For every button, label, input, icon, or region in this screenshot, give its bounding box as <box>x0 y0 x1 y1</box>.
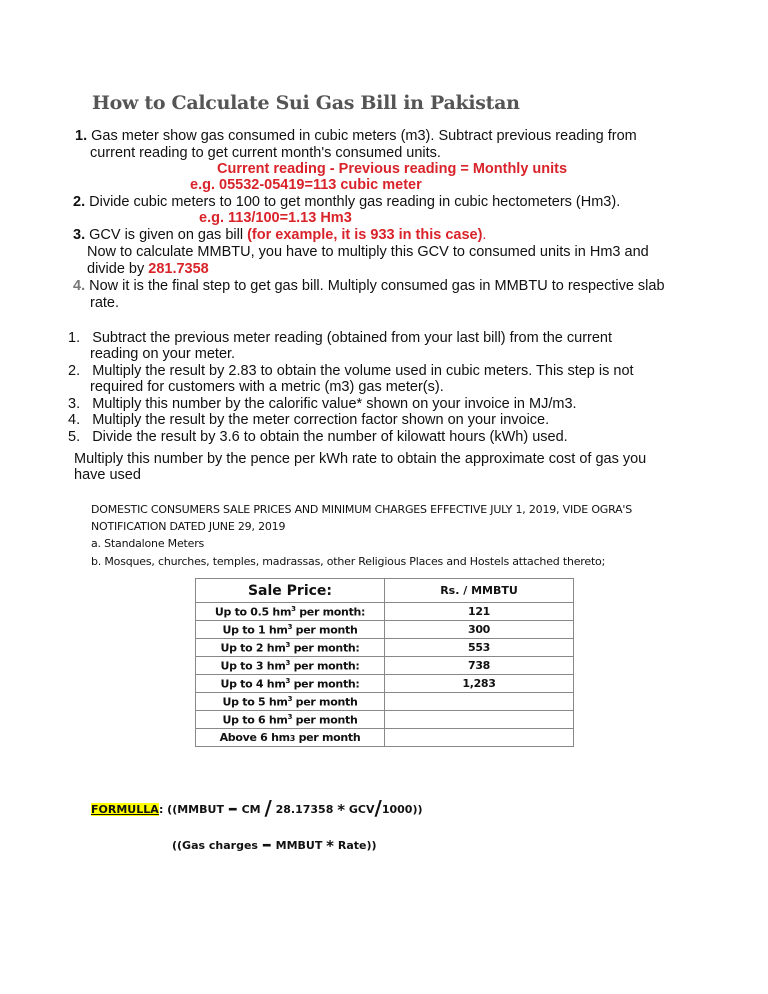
formula-part: Rate)) <box>334 839 377 852</box>
slab-price: 738 <box>385 657 574 675</box>
formula-part: MMBUT <box>271 839 327 852</box>
slab-label <box>196 693 385 711</box>
list-item <box>68 412 549 429</box>
slab-text: Up to 1 hm <box>222 623 288 637</box>
slab-text: Above 6 hm <box>219 731 290 744</box>
step-text: current reading to get current month's consumed units. <box>90 145 441 161</box>
list-item <box>68 429 568 446</box>
formula-line-1 <box>91 796 423 820</box>
slab-price <box>385 729 574 747</box>
step-text: Now to calculate MMBTU, you have to multiply this GCV to consumed units in Hm3 and <box>87 244 649 260</box>
unit-sup: 3 <box>285 676 291 685</box>
slab-label <box>196 657 385 675</box>
unit-sup: 3 <box>285 640 291 649</box>
list-text: required for customers with a metric (m3) gas meter(s). <box>90 379 444 395</box>
slab-label <box>196 639 385 657</box>
slash-sign: / <box>374 796 382 820</box>
slab-text: Up to 4 hm <box>220 677 286 691</box>
notice-text: NOTIFICATION DATED JUNE 29, 2019 <box>91 520 286 533</box>
table-row <box>196 675 574 693</box>
page-title: How to Calculate Sui Gas Bill in Pakistan <box>92 92 520 114</box>
table-row <box>196 693 574 711</box>
slab-text: Up to 3 hm <box>220 659 286 673</box>
unit-sup: 3 <box>287 622 293 631</box>
slab-label <box>196 729 385 747</box>
unit-sup: 3 <box>287 712 293 721</box>
list-text: Multiply the result by 2.83 to obtain the volume used in cubic meters. This step is not <box>92 363 634 379</box>
step-text: Divide cubic meters to 100 to get monthly gas reading in cubic hectometers (Hm3). <box>89 194 621 210</box>
step-text <box>87 261 209 278</box>
list-number: 5. <box>68 429 81 445</box>
header-rate: Rs. / MMBTU <box>385 579 574 603</box>
slab-text: per month: <box>290 659 360 673</box>
list-text: reading on your meter. <box>90 346 236 362</box>
slab-text: Up to 2 hm <box>220 641 286 655</box>
slab-price <box>385 693 574 711</box>
minus-sign: – <box>261 832 272 856</box>
slab-text: Up to 5 hm <box>222 695 288 709</box>
slab-text: per month <box>292 623 358 637</box>
slab-label <box>196 675 385 693</box>
times-sign: * <box>326 837 335 855</box>
divisor-red: 281.7358 <box>148 261 209 277</box>
table-row <box>196 711 574 729</box>
list-number: 1. <box>68 330 81 346</box>
step-number: 2. <box>73 194 86 210</box>
formula-part: CM <box>237 803 265 816</box>
slab-price: 300 <box>385 621 574 639</box>
notice-text: DOMESTIC CONSUMERS SALE PRICES AND MINIMUM CHARGES EFFECTIVE JULY 1, 2019, VIDE OGRA'S <box>91 503 633 516</box>
formula-part: : ((MMBUT <box>158 803 228 816</box>
list-text: Subtract the previous meter reading (obtained from your last bill) from the current <box>92 330 613 346</box>
slab-price: 1,283 <box>385 675 574 693</box>
list-tail: Multiply this number by the pence per kWh rate to obtain the approximate cost of gas you <box>74 451 647 467</box>
example-red: (for example, it is 933 in this case) <box>247 227 483 243</box>
minus-sign: – <box>227 796 238 820</box>
step-3 <box>73 227 486 244</box>
table-header <box>196 579 574 603</box>
table-row <box>196 729 574 747</box>
step-2 <box>73 194 620 211</box>
slab-price: 121 <box>385 603 574 621</box>
formula-part: 1000)) <box>381 803 423 816</box>
step-text: Gas meter show gas consumed in cubic meters (m3). Subtract previous reading from <box>91 128 637 144</box>
step-4 <box>73 278 665 295</box>
list-number: 3. <box>68 396 81 412</box>
slab-label <box>196 711 385 729</box>
slab-label <box>196 621 385 639</box>
slab-price: 553 <box>385 639 574 657</box>
unit-sup: 3 <box>287 694 293 703</box>
unit-sub: 3 <box>289 734 296 743</box>
header-sale-price: Sale Price: <box>196 579 385 603</box>
step-1 <box>75 128 637 145</box>
formula-label: FORMULLA <box>91 803 159 816</box>
slab-price <box>385 711 574 729</box>
slab-text: per month <box>295 731 361 744</box>
table-row <box>196 603 574 621</box>
list-text: Multiply this number by the calorific value* shown on your invoice in MJ/m3. <box>92 396 577 412</box>
list-text: Multiply the result by the meter correction factor shown on your invoice. <box>92 412 550 428</box>
list-text: Divide the result by 3.6 to obtain the number of kilowatt hours (kWh) used. <box>92 429 568 445</box>
table-row <box>196 657 574 675</box>
price-table <box>195 578 574 747</box>
step-text: GCV is given on gas bill <box>89 227 248 243</box>
step-number: 4. <box>73 278 86 294</box>
list-tail: have used <box>74 467 141 483</box>
slab-text: per month: <box>290 677 360 691</box>
slab-text: Up to 6 hm <box>222 713 288 727</box>
slash-sign: / <box>264 796 272 820</box>
list-number: 2. <box>68 363 81 379</box>
step-number: 3. <box>73 227 86 243</box>
slab-text: Up to 0.5 hm <box>214 605 292 619</box>
formula-line-2 <box>172 832 377 856</box>
step-text: rate. <box>90 295 120 311</box>
slab-text: per month <box>292 713 358 727</box>
table-row <box>196 639 574 657</box>
formula-part: 28.17358 <box>271 803 338 816</box>
formula-part: GCV <box>345 803 375 816</box>
formula-red: Current reading - Previous reading = Monthly units <box>217 161 568 177</box>
slab-text: per month: <box>295 605 366 619</box>
unit-sup: 3 <box>285 658 291 667</box>
list-item <box>68 363 634 380</box>
list-number: 4. <box>68 412 81 428</box>
notice-text: a. Standalone Meters <box>91 537 205 550</box>
step-number: 1. <box>75 128 88 144</box>
notice-text: b. Mosques, churches, temples, madrassas, other Religious Places and Hostels attached thereto; <box>91 555 606 568</box>
list-item <box>68 330 612 347</box>
formula-part: ((Gas charges <box>172 839 262 852</box>
table-row <box>196 621 574 639</box>
step-text: divide by <box>87 261 149 277</box>
example-red: e.g. 113/100=1.13 Hm3 <box>199 210 352 226</box>
slab-label <box>196 603 385 621</box>
example-red: e.g. 05532-05419=113 cubic meter <box>190 177 422 193</box>
period: . <box>482 227 487 243</box>
times-sign: * <box>337 801 346 819</box>
list-item <box>68 396 577 413</box>
slab-text: per month: <box>290 641 360 655</box>
slab-text: per month <box>292 695 358 709</box>
step-text: Now it is the final step to get gas bill. Multiply consumed gas in MMBTU to respective slab <box>89 278 665 294</box>
unit-sup: 3 <box>291 604 296 613</box>
